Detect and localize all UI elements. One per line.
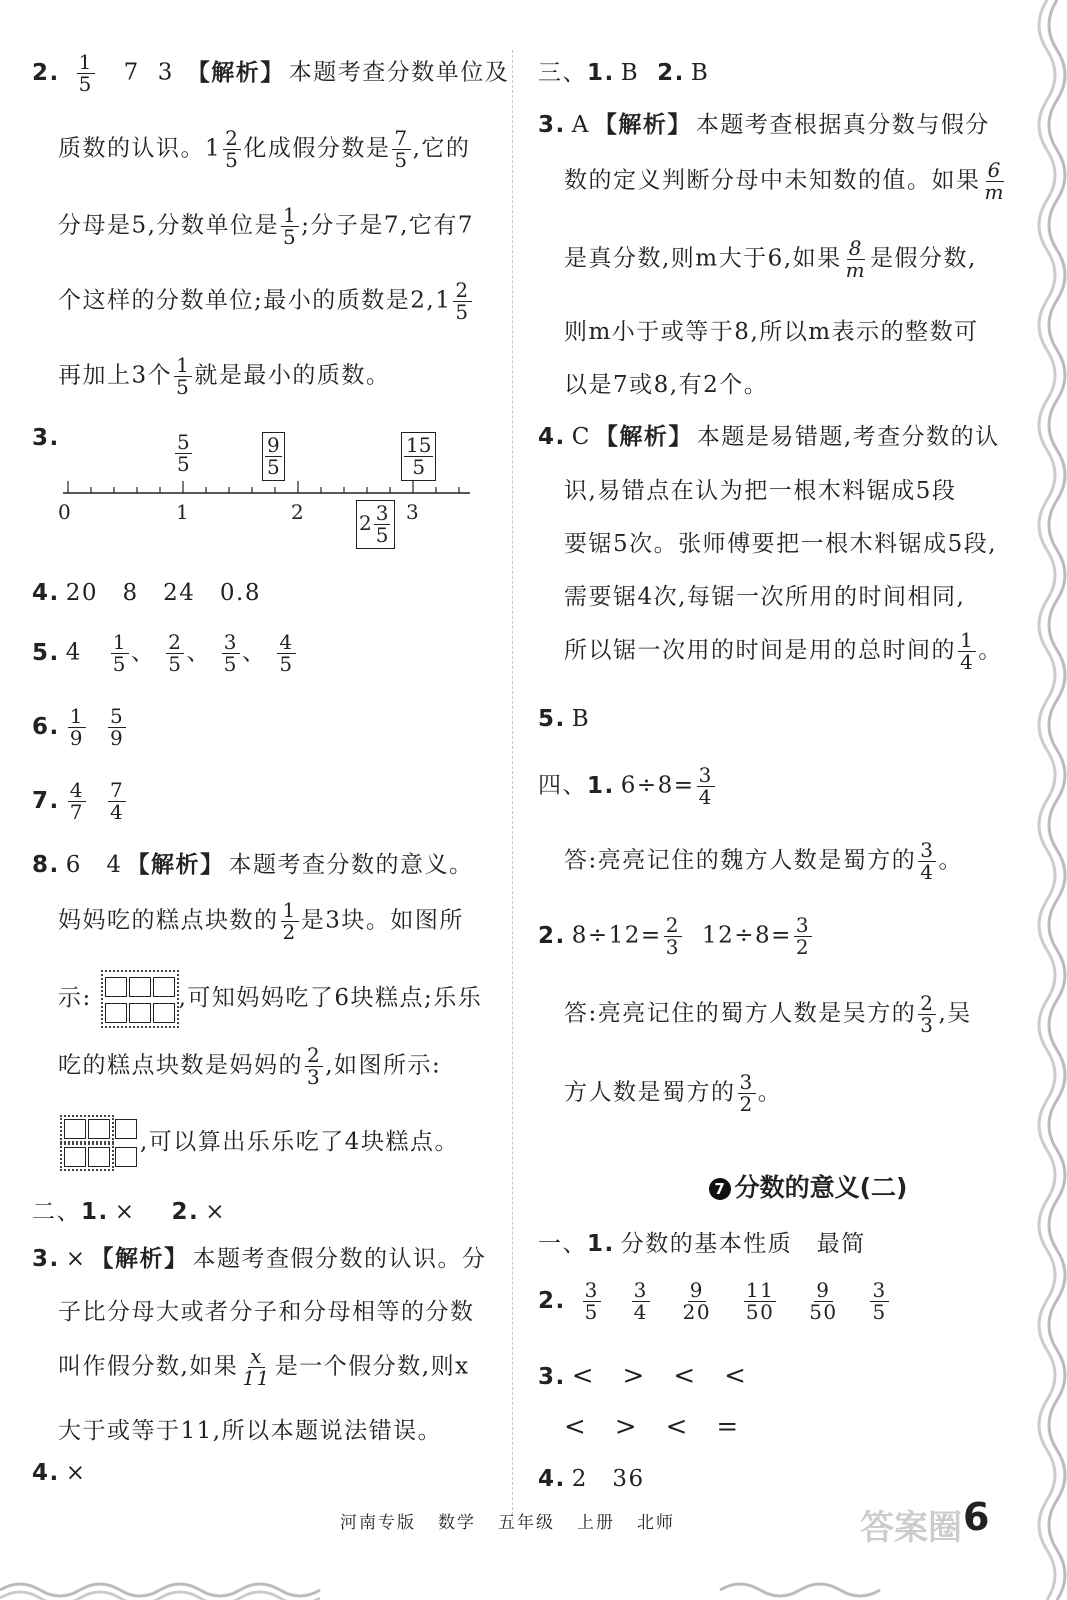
s4-ans3: 方人数是蜀方的 $\frac{3}{2}$ 。 (564, 1070, 783, 1116)
r-q3-line4: 则m小于或等于8,所以m表示的整数可 (564, 319, 979, 345)
watermark: 答案圈 (860, 1508, 962, 1548)
q2-line2: 质数的认识。1 $\frac{2}{5}$ 化成假分数是 $\frac{7}{5}$ ,它的 (58, 126, 471, 172)
s4-ans1: 答:亮亮记住的魏方人数是蜀方的 $\frac{3}{4}$ 。 (564, 838, 963, 884)
r-q5: 5. B (538, 706, 591, 732)
s2-line: 二、1. × 2. × (32, 1199, 227, 1225)
q5: 5. 4 $\frac{1}{5}$ 、 $\frac{2}{5}$ 、 $\frac{3}{5}$ 、 $\frac{4}{5}$ (32, 630, 294, 676)
s2q3-line4: 大于或等于11,所以本题说法错误。 (58, 1418, 443, 1444)
s1-q3a: 3. < > < < (538, 1361, 748, 1391)
r-q4-line3: 要锯5次。张师傅要把一根木料锯成5段, (564, 531, 998, 557)
q8-line5: ,可以算出乐乐吃了4块糕点。 (58, 1115, 459, 1171)
q8-line2: 妈妈吃的糕点块数的 $\frac{1}{2}$ 是3块。如图所 (58, 898, 464, 944)
s4-q1: 四、1. 6÷8= $\frac{3}{4}$ (538, 763, 713, 809)
q4: 4. 20 8 24 0.8 (32, 580, 261, 606)
s4-ans2: 答:亮亮记住的蜀方人数是吴方的 $\frac{2}{3}$ ,吴 (564, 991, 972, 1037)
cake-blocks-diagram-2 (60, 1115, 138, 1171)
s2q4: 4. × (32, 1460, 87, 1486)
q3-label: 3. (32, 425, 60, 451)
r-q4-line4: 需要锯4次,每锯一次所用的时间相同, (564, 584, 966, 610)
s1-q2: 2. $\frac{3}{5}$ $\frac{3}{4}$ $\frac{9}{20}$ $\frac{11}{50}$ $\frac{9}{50}$ $\frac{3}{5}$ (538, 1278, 887, 1324)
r-q3-line3: 是真分数,则m大于6,如果 $\frac{8}{m}$ 是假分数, (564, 236, 977, 282)
s1-q4: 4. 2 36 (538, 1466, 645, 1492)
r-q4-line1: 4. C 【解析】 本题是易错题,考查分数的认 (538, 424, 1000, 450)
q6: 6. $\frac{1}{9}$ $\frac{5}{9}$ (32, 704, 125, 750)
q2-line5: 再加上3个 $\frac{1}{5}$ 就是最小的质数。 (58, 353, 391, 399)
s2q3-line1: 3. × 【解析】 本题考查假分数的认识。分 (32, 1246, 487, 1272)
r-q3-line1: 3. A 【解析】 本题考查根据真分数与假分 (538, 112, 990, 138)
r-q3-line2: 数的定义判断分母中未知数的值。如果 $\frac{6}{m}$ (564, 158, 1005, 204)
q2-line1: 2. $\frac{1}{5}$ 7 3 【解析】 本题考查分数单位及 (32, 50, 510, 96)
section-heading: 7 分数的意义(二) (658, 1168, 958, 1204)
r-q4-line5: 所以锯一次用的时间是用的总时间的 $\frac{1}{4}$ 。 (564, 628, 1003, 674)
nl-fraction-boxed: $\frac{15}{5}$ (401, 432, 436, 481)
q7: 7. $\frac{4}{7}$ $\frac{7}{4}$ (32, 778, 125, 824)
s1-q1: 一、1. 分数的基本性质 最简 (538, 1231, 866, 1257)
q2-line4: 个这样的分数单位;最小的质数是2,1 $\frac{2}{5}$ (58, 278, 470, 324)
q8-line1: 8. 6 4 【解析】 本题考查分数的意义。 (32, 852, 474, 878)
s4-q2: 2. 8÷12= $\frac{2}{3}$ 12÷8= $\frac{3}{2}$ (538, 913, 811, 959)
footer: 河南专版 数学 五年级 上册 北师 (340, 1513, 675, 1533)
s2q3-line2: 子比分母大或者分子和分母相等的分数 (58, 1299, 475, 1325)
nl-mixed-boxed: 2 $\frac{3}{5}$ (356, 500, 395, 549)
right-wave-border (1027, 0, 1067, 1600)
nl-fraction-boxed: $\frac{9}{5}$ (262, 432, 285, 481)
tick-label: 3 (406, 500, 419, 524)
s2q3-line3: 叫作假分数,如果 $\frac{x}{11}$ 是一个假分数,则x (58, 1344, 470, 1390)
q8-line3: 示: ,可知妈妈吃了6块糕点;乐乐 (58, 970, 482, 1028)
cake-blocks-diagram (101, 970, 179, 1028)
tick-label: 1 (176, 500, 189, 524)
section-number-badge: 7 (709, 1178, 731, 1200)
s3-line: 三、1. B 2. B (538, 60, 710, 86)
tick-label: 0 (58, 500, 71, 524)
fraction: $\frac{1}{5}$ (78, 50, 93, 96)
column-divider (512, 50, 513, 1520)
nl-fraction-top: $\frac{5}{5}$ (177, 430, 190, 476)
tick-label: 2 (291, 500, 304, 524)
q8-line4: 吃的糕点块数是妈妈的 $\frac{2}{3}$ ,如图所示: (58, 1043, 442, 1089)
r-q4-line2: 识,易错点在认为把一根木料锯成5段 (564, 478, 957, 504)
page-number: 6 (963, 1495, 990, 1539)
q2-line3: 分母是5,分数单位是 $\frac{1}{5}$ ;分子是7,它有7 (58, 203, 475, 249)
r-q3-line5: 以是7或8,有2个。 (564, 372, 769, 398)
s1-q3b: < > < = (564, 1412, 740, 1442)
bottom-wave-border (0, 1540, 1067, 1600)
